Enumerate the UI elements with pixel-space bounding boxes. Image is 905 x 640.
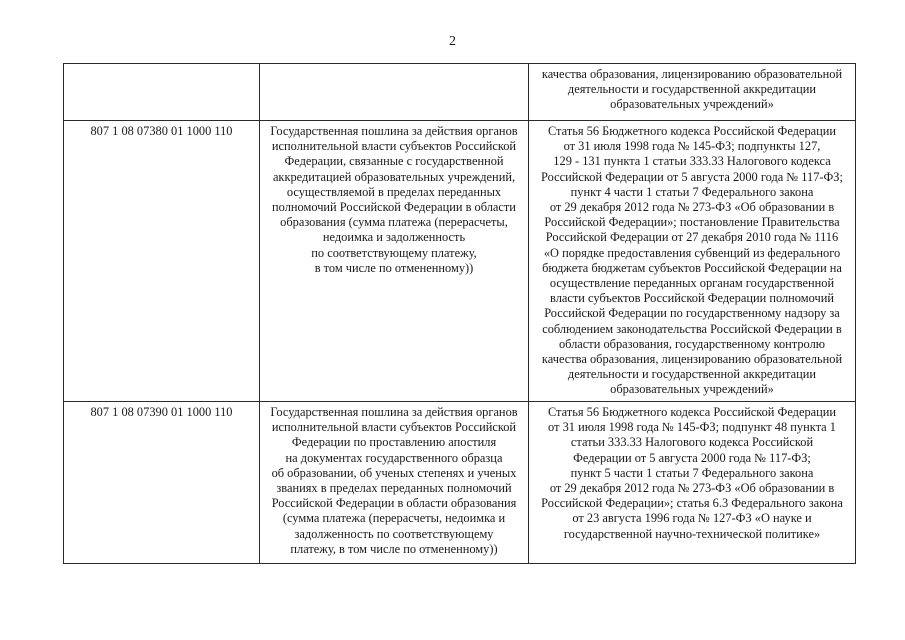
payment-name-line: Федерации, связанные с государственной: [284, 154, 504, 169]
payment-name-line: задолженность по соответствующему: [294, 526, 494, 541]
legal-basis-line: Статья 56 Бюджетного кодекса Российской Федерации: [547, 405, 837, 419]
basis-cell: [529, 121, 856, 402]
payment-name-line: Государственная пошлина за действия органов: [270, 124, 518, 138]
legal-basis-line: образовательных учреждений»: [610, 97, 774, 112]
code-cell: [64, 402, 260, 564]
legal-basis-line: статьи 333.33 Налогового кодекса Российской: [570, 435, 814, 450]
payment-name-line: по соответствующему платежу,: [311, 245, 477, 260]
legal-basis-line: от 29 декабря 2012 года № 273-ФЗ «Об образовании в: [549, 481, 835, 496]
legal-basis-line: «О порядке предоставления субвенций из федерального: [543, 245, 841, 260]
payment-name-line: полномочий Российской Федерации в области: [272, 200, 516, 215]
legal-basis-line: качества образования, лицензированию образовательной: [541, 352, 843, 367]
table-row-continuation: [64, 64, 856, 121]
payment-name-line: образования (сумма платежа (перерасчеты,: [280, 215, 508, 230]
legal-basis-line: от 23 августа 1996 года № 127-ФЗ «О науке и: [572, 511, 812, 526]
budget-classification-code: 807 1 08 07390 01 1000 110: [90, 405, 233, 419]
code-cell: [64, 121, 260, 402]
payment-name-line: платежу, в том числе по отмененному)): [290, 541, 498, 556]
payment-name-line: Федерации по проставлению апостиля: [291, 435, 497, 450]
name-cell: [260, 64, 529, 121]
legal-basis-line: государственной научно-технической политике»: [563, 526, 821, 541]
payment-name-line: недоимка и задолженность: [322, 230, 466, 245]
budget-code-table: [63, 63, 856, 564]
payment-name-line: Государственная пошлина за действия органов: [270, 405, 518, 419]
legal-basis-line: Статья 56 Бюджетного кодекса Российской Федерации: [547, 124, 837, 138]
name-cell: [260, 121, 529, 402]
legal-basis-line: Российской Федерации от 5 августа 2000 года № 117-ФЗ;: [541, 169, 843, 184]
legal-basis-line: бюджета бюджетам субъектов Российской Федерации на: [542, 260, 842, 275]
payment-name-line: в том числе по отмененному)): [314, 260, 474, 275]
payment-name-line: на документах государственного образца: [285, 450, 503, 465]
table-body: [64, 64, 856, 564]
legal-basis-line: от 31 июля 1998 года № 145-ФЗ; подпункт 48 пункта 1: [548, 420, 836, 435]
legal-basis-line: деятельности и государственной аккредитации: [567, 367, 817, 382]
payment-name-line: Российской Федерации в области образования: [271, 496, 517, 511]
payment-name-line: об образовании, об ученых степенях и ученых: [271, 465, 517, 480]
basis-cell: [529, 402, 856, 564]
table-row-807-1-08-07380: [64, 121, 856, 402]
legal-basis-line: пункт 5 части 1 статьи 7 Федерального закона: [570, 465, 814, 480]
payment-name-line: званиях в пределах переданных полномочий: [276, 481, 512, 496]
legal-basis-line: области образования, государственному контролю: [558, 336, 826, 351]
legal-basis-line: соблюдением законодательства Российской Федерации в: [542, 321, 842, 336]
payment-name-line: осуществляемой в пределах переданных: [286, 184, 502, 199]
legal-basis-line: Российской Федерации от 27 декабря 2010 года № 1116: [545, 230, 839, 245]
budget-classification-code: 807 1 08 07380 01 1000 110: [90, 124, 233, 138]
legal-basis-line: пункт 4 части 1 статьи 7 Федерального закона: [570, 184, 814, 199]
legal-basis-line: деятельности и государственной аккредитации: [567, 82, 817, 97]
legal-basis-line: власти субъектов Российской Федерации полномочий: [550, 291, 834, 306]
legal-basis-line: от 29 декабря 2012 года № 273-ФЗ «Об образовании в: [549, 200, 835, 215]
name-cell: [260, 402, 529, 564]
legal-basis-line: от 31 июля 1998 года № 145-ФЗ; подпункты 127,: [563, 139, 821, 154]
legal-basis-line: Российской Федерации по государственному надзору за: [544, 306, 840, 321]
payment-name-line: аккредитацией образовательных учреждений,: [272, 169, 516, 184]
payment-name-line: (сумма платежа (перерасчеты, недоимка и: [282, 511, 506, 526]
payment-name-line: исполнительной власти субъектов Российской: [271, 420, 517, 435]
basis-cell: [529, 64, 856, 121]
legal-basis-line: Федерации от 5 августа 2000 года № 117-ФЗ;: [573, 450, 811, 465]
code-cell: [64, 64, 260, 121]
legal-basis-line: осуществление переданных органам государственной: [549, 276, 835, 291]
legal-basis-line: 129 - 131 пункта 1 статьи 333.33 Налогового кодекса: [553, 154, 831, 169]
legal-basis-line: Российской Федерации»; статья 6.3 Федерального закона: [541, 496, 843, 511]
legal-basis-line: образовательных учреждений»: [610, 382, 774, 397]
legal-basis-line: Российской Федерации»; постановление Правительства: [544, 215, 840, 230]
legal-basis-line: качества образования, лицензированию образовательной: [541, 67, 843, 81]
table-row-807-1-08-07390: [64, 402, 856, 564]
payment-name-line: исполнительной власти субъектов Российской: [271, 139, 517, 154]
page-number: 2: [449, 34, 456, 49]
